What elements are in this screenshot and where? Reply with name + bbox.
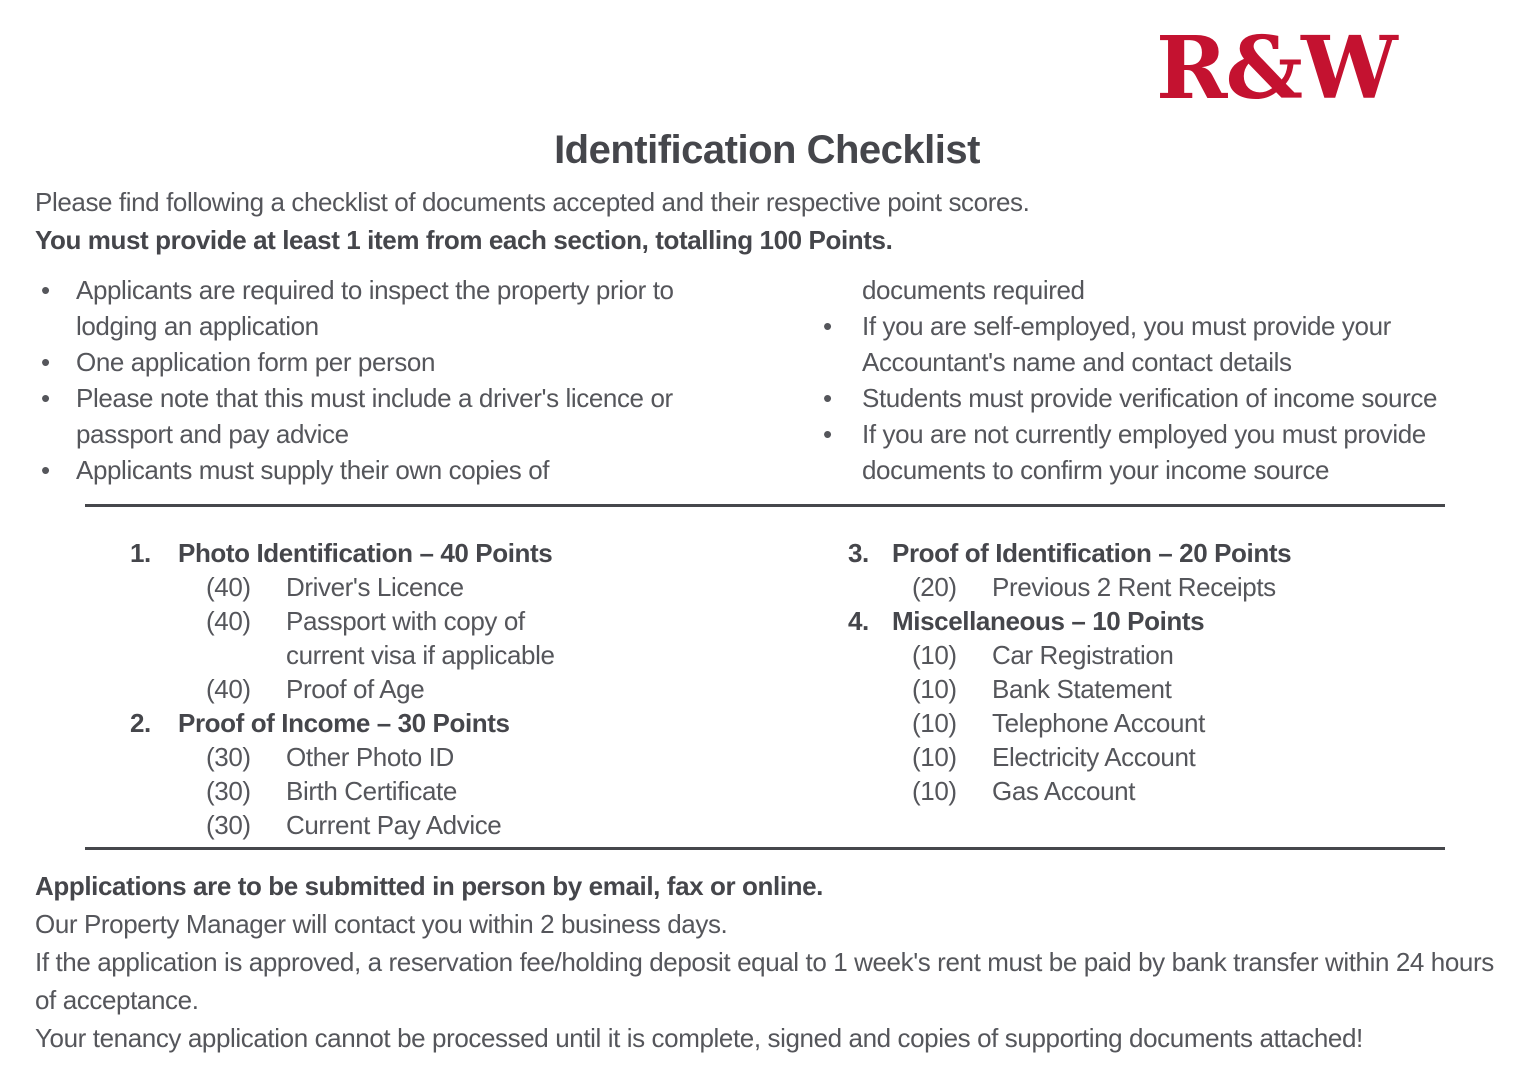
list-item-text: If you are not currently employed you must provide documents to confirm your income source [862,419,1426,485]
checklist-item [206,808,750,842]
footer-block [35,867,1507,1057]
section-photo-identification [130,536,750,706]
item-label: Other Photo ID [286,742,454,772]
list-item [36,380,716,452]
section-number: 3. [848,538,869,568]
section-miscellaneous [848,604,1488,808]
list-item-text: If you are self-employed, you must provide your Accountant's name and contact details [862,311,1391,377]
checklist-item [912,638,1488,672]
section-proof-of-identification [848,536,1488,604]
footer-deposit-text: If the application is approved, a reservation fee/holding deposit equal to 1 week's rent must be paid by bank transfer within 24 hours of acceptance. [35,947,1494,1015]
intro-block [35,183,1505,259]
list-item-continuation [818,272,1480,308]
bullet-icon: • [823,383,832,413]
list-item-text: Applicants must supply their own copies of [76,455,550,485]
section-proof-of-income [130,706,750,842]
section-number: 2. [130,708,151,738]
checklist-item [912,774,1488,808]
item-points: (10) [912,640,957,670]
item-points: (30) [206,810,251,840]
list-item [818,416,1480,488]
list-item [36,452,716,488]
item-points: (10) [912,708,957,738]
item-points: (10) [912,674,957,704]
footer-contact-text: Our Property Manager will contact you within 2 business days. [35,909,728,939]
bullet-icon: • [41,347,50,377]
section-heading: Proof of Income – 30 Points [178,708,510,738]
footer-processing-text: Your tenancy application cannot be processed until it is complete, signed and copies of supporting documents attached! [35,1023,1363,1053]
item-label: Electricity Account [992,742,1196,772]
rw-logo: R&W [1156,18,1396,119]
item-label: Proof of Age [286,674,425,704]
checklist-item [912,706,1488,740]
item-label: Passport with copy of current visa if applicable [286,606,555,670]
list-item-text: documents required [862,275,1085,305]
item-label: Driver's Licence [286,572,464,602]
footer-submission-text: Applications are to be submitted in person by email, fax or online. [35,871,824,901]
list-item [36,344,716,380]
list-item [36,272,716,344]
list-item-text: Students must provide verification of income source [862,383,1437,413]
section-heading: Proof of Identification – 20 Points [892,538,1292,568]
checklist-item [206,672,750,706]
item-label: Previous 2 Rent Receipts [992,572,1276,602]
page-title: Identification Checklist [554,128,980,172]
checklist-item [912,740,1488,774]
list-item [818,380,1480,416]
intro-text: Please find following a checklist of documents accepted and their respective point scores. [35,187,1030,217]
intro-requirement-text: You must provide at least 1 item from each section, totalling 100 Points. [35,225,893,255]
item-label: Bank Statement [992,674,1172,704]
item-label: Gas Account [992,776,1136,806]
item-points: (10) [912,742,957,772]
checklist-item [912,672,1488,706]
item-points: (10) [912,776,957,806]
section-heading: Miscellaneous – 10 Points [892,606,1205,636]
bullet-icon: • [41,455,50,485]
section-number: 4. [848,606,869,636]
item-label: Birth Certificate [286,776,457,806]
checklist-item [206,740,750,774]
checklist-column-left [130,536,750,842]
item-points: (20) [912,572,957,602]
checklist-column-right [848,536,1488,808]
item-label: Telephone Account [992,708,1205,738]
bullet-icon: • [823,311,832,341]
section-number: 1. [130,538,151,568]
notes-list-left [36,272,716,488]
checklist-item [206,570,750,604]
list-item-text: One application form per person [76,347,436,377]
bullet-icon: • [41,383,50,413]
checklist-item [912,570,1488,604]
item-points: (30) [206,742,251,772]
item-points: (40) [206,606,251,636]
list-item-text: Please note that this must include a driver's licence or passport and pay advice [76,383,673,449]
item-points: (40) [206,572,251,602]
list-item [818,308,1480,380]
bullet-icon: • [823,419,832,449]
checklist-item [206,774,750,808]
divider-bottom [85,847,1445,850]
list-item-text: Applicants are required to inspect the property prior to lodging an application [76,275,674,341]
item-label: Current Pay Advice [286,810,502,840]
divider-top [85,504,1445,507]
notes-list-right [818,272,1480,488]
item-points: (40) [206,674,251,704]
checklist-item [206,604,750,672]
bullet-icon: • [41,275,50,305]
item-label: Car Registration [992,640,1174,670]
item-points: (30) [206,776,251,806]
section-heading: Photo Identification – 40 Points [178,538,553,568]
